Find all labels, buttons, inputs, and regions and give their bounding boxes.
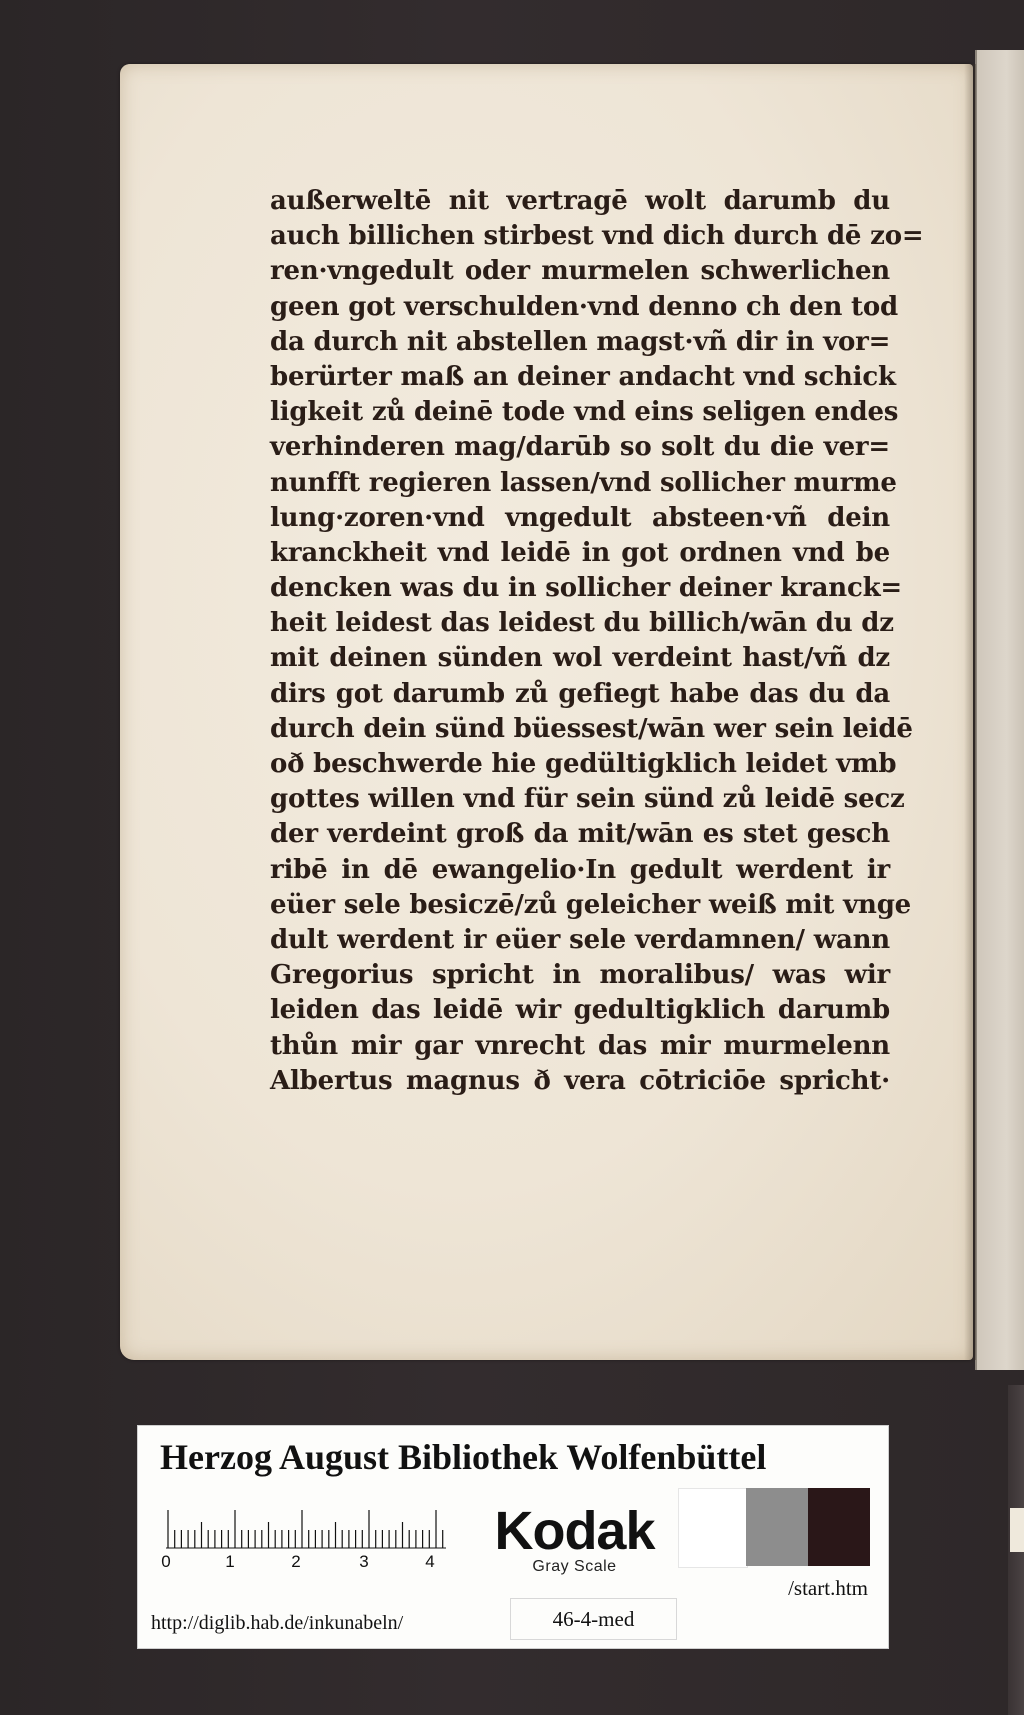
text-line: verhinderen mag/darūb so solt du die ver=: [270, 432, 890, 463]
text-line: außerweltē nit vertragē wolt darumb du: [270, 186, 890, 216]
text-line: kranckheit vnd leidē in got ordnen vnd be: [270, 537, 890, 568]
gray-swatch: [746, 1488, 808, 1566]
ruler-number: 4: [425, 1552, 435, 1571]
text-line: thůn mir gar vnrecht das mir murmelenn: [270, 1030, 890, 1061]
text-line: dirs got darumb zů gefiegt habe das du da: [270, 678, 890, 709]
text-line: auch billichen stirbest vnd dich durch dē zo=: [270, 221, 924, 252]
kodak-wordmark: Kodak: [494, 1501, 655, 1561]
page-text: [270, 184, 924, 1099]
text-line: da durch nit abstellen magst·vñ dir in vor=: [270, 326, 891, 357]
library-title: Herzog August Bibliothek Wolfenbüttel: [160, 1437, 767, 1477]
text-line: heit leidest das leidest du billich/wān du dz: [270, 608, 894, 639]
side-label-strip: [1010, 1508, 1024, 1552]
text-line: eüer sele besiczē/zů geleicher weiß mit vnge: [270, 889, 912, 920]
text-line: dult werdent ir eüer sele verdamnen/ wann: [270, 924, 890, 955]
text-line: Gregorius spricht in moralibus/ was wir: [270, 960, 890, 991]
ruler-number: 0: [161, 1552, 171, 1571]
source-url: http://diglib.hab.de/inkunabeln/: [151, 1612, 404, 1634]
ruler-number: 2: [291, 1552, 301, 1571]
start-path: /start.htm: [788, 1576, 868, 1600]
text-line: oð beschwerde hie gedültigklich leidet vmb: [270, 749, 897, 779]
text-line: mit deinen sünden wol verdeint hast/vñ dz: [270, 643, 890, 674]
text-line: gottes willen vnd für sein sünd zů leidē secz: [270, 784, 905, 815]
white-swatch: [678, 1488, 748, 1568]
scale-ruler: [161, 1504, 464, 1574]
kodak-logo: [475, 1501, 674, 1575]
text-line: geen got verschulden·vnd denno ch den tod: [270, 291, 898, 322]
ruler-number: 1: [225, 1552, 235, 1571]
page-gutter-shadow: [964, 64, 976, 1360]
gray-scale-label: Gray Scale: [532, 1558, 617, 1575]
text-line: berürter maß an deiner andacht vnd schick: [270, 361, 896, 392]
ruler-ticks: [164, 1504, 464, 1554]
text-line: ligkeit zů deinē tode vnd eins seligen endes: [270, 397, 899, 428]
shelfmark-code: 46-4-med: [510, 1598, 677, 1640]
adjacent-page-edge: [975, 50, 1024, 1370]
black-swatch: [808, 1488, 870, 1566]
color-target-card: [137, 1425, 889, 1649]
text-line: nunfft regieren lassen/vnd sollicher murme: [270, 467, 897, 498]
text-line: dencken was du in sollicher deiner kranck=: [270, 573, 902, 604]
text-line: ribē in dē ewangelio·In gedult werdent ir: [270, 854, 890, 885]
text-line: durch dein sünd büessest/wān wer sein leidē: [270, 713, 913, 744]
text-line: lung·zoren·vnd vngedult absteen·vñ dein: [270, 502, 890, 533]
text-line: Albertus magnus ð vera cōtriciōe spricht·: [270, 1065, 890, 1096]
ruler-number: 3: [359, 1552, 369, 1571]
text-line: ren·vngedult oder murmelen schwerlichen: [270, 256, 890, 287]
text-line: der verdeint groß da mit/wān es stet gesch: [270, 819, 890, 850]
text-line: leiden das leidē wir gedultigklich darumb: [270, 995, 890, 1026]
